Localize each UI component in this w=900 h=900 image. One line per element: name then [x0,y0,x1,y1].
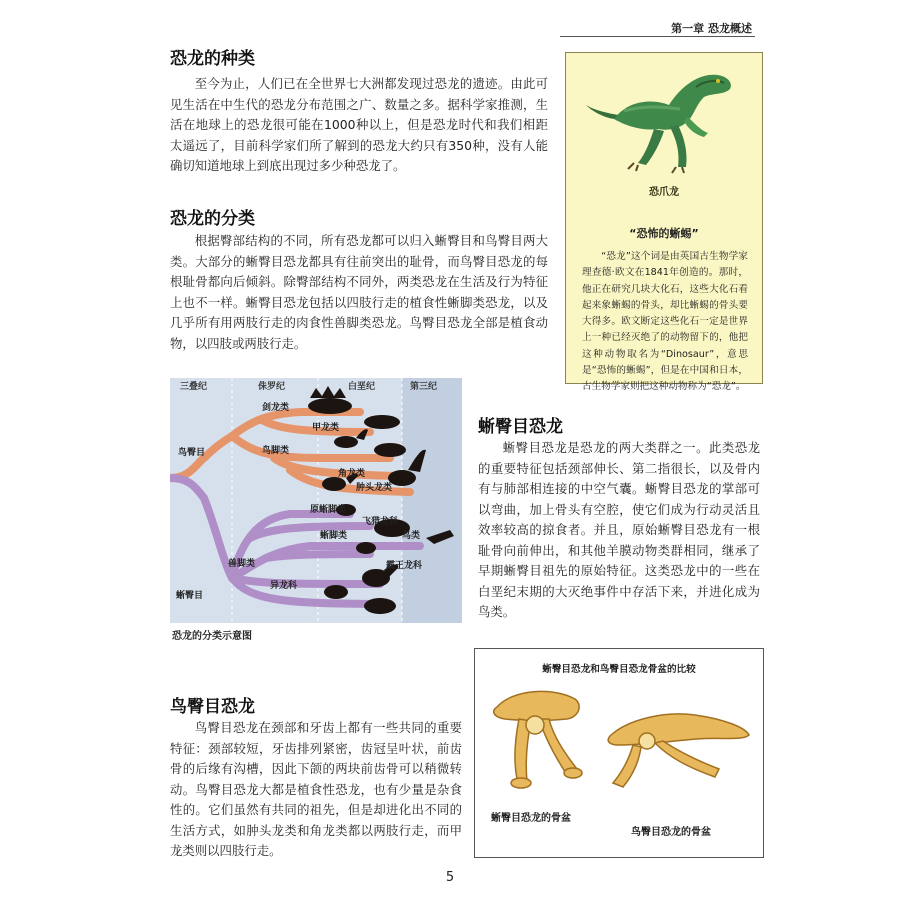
ornithischian-pelvis-label: 鸟臀目恐龙的骨盆 [631,827,711,838]
deinonychus-illustration [584,59,744,183]
pelvis-figure-title: 蜥臀目恐龙和鸟臀目恐龙骨盆的比较 [542,664,696,675]
pelvis-illustration [483,679,755,799]
page-number: 5 [445,870,455,885]
sidebar-title: “恐怖的蜥蜴” [629,227,699,240]
sidebar-box [565,52,763,393]
era-triassic: 三叠纪 [180,382,208,392]
label-ornithopods: 鸟脚类 [262,446,290,456]
label-ornithischia: 鸟臀目 [178,448,206,458]
pelvis-comparison-figure [474,648,764,858]
label-tyrannosaurs: 霸王龙科 [386,561,423,571]
tree-caption: 恐龙的分类示意图 [172,631,252,642]
saurischian-pelvis-label: 蜥臀目恐龙的骨盆 [491,813,571,824]
section-title-types: 恐龙的种类 [170,49,255,69]
sidebar-text: “恐龙”这个词是由英国古生物学家理查德·欧文在1841年创造的。那时，他正在研究几块大化石，这些大化石看起来象蜥蜴的骨头，却比蜥蜴的骨头要大得多。欧文断定这些化石一定是世界上一种已经灭绝了的动物留下的，他把这种动物取名为“Dinosaur”，意思是“恐怖的蜥蜴”，但是在中国和日本，古生物学家则把这种动物称为“恐龙”。 [582,251,748,393]
dino-label: 恐爪龙 [649,187,679,198]
section-title-ornithischia: 鸟臀目恐龙 [170,697,255,717]
label-stegosaurs: 剑龙类 [262,403,290,413]
label-ankylosaurs: 甲龙类 [312,423,340,433]
era-cretaceous: 白垩纪 [348,382,376,392]
label-saurischia: 蜥臀目 [176,591,204,601]
label-prosauropods: 原蜥脚类 [310,505,347,515]
section-body-types: 至今为止，人们已在全世界七大洲都发现过恐龙的遗迹。由此可见生活在中生代的恐龙分布范围之广、数量之多。据科学家推测，生活在地球上的恐龙很可能在1000种以上，但是恐龙时代和我们相距太遥远了，目前科学家们所了解到的恐龙大约只有350种，没有人能确切知道地球上到底出现过多少种恐龙了。 [170,76,548,173]
label-dromaeosaurs: 飞猎龙科 [362,517,399,527]
classification-tree-figure [170,378,462,623]
section-body-saurischia: 蜥臀目恐龙是恐龙的两大类群之一。此类恐龙的重要特征包括颈部伸长、第二指很长，以及骨内有与肺部相连接的中空气囊。蜥臀目恐龙的掌部可以弯曲，加上骨头有空腔，使它们成为行动灵活且效率较高的掠食者。并且，原始蜥臀目恐龙有一根耻骨向前伸出，和其他羊膜动物类群相同，继承了早期蜥臀目祖先的原始特征。这类恐龙中的一些在白垩纪末期的大灭绝事件中存活下来，并进化成为鸟类。 [478,440,760,619]
chapter-header: 第一章 恐龙概述 [671,22,752,35]
section-body-ornithischia: 鸟臀目恐龙在颈部和牙齿上都有一些共同的重要特征：颈部较短，牙齿排列紧密，齿冠呈叶状，前齿骨的后缘有沟槽，因此下颌的两块前齿骨可以稍微转动。鸟臀目恐龙大都是植食性恐龙，也有少量是杂食性的。它们虽然有共同的祖先，但是却进化出不同的生活方式，如肿头龙类和角龙类都以两肢行走，而甲龙类则以四肢行走。 [170,720,462,858]
section-body-classification: 根据臀部结构的不同，所有恐龙都可以归入蜥臀目和鸟臀目两大类。大部分的蜥臀目恐龙都具有往前突出的耻骨，而鸟臀目恐龙的每根耻骨都向后倾斜。除臀部结构不同外，两类恐龙在生活及行为特征上也不一样。蜥臀目恐龙包括以四肢行走的植食性蜥脚类恐龙，以及几乎所有用两肢行走的肉食性兽脚类恐龙。鸟臀目恐龙全部是植食动物，以四肢或两肢行走。 [170,233,548,351]
classification-tree [170,378,462,623]
label-pachycephalosaurs: 肿头龙类 [356,483,393,493]
saurischian-pelvis-bones [494,691,582,788]
label-allosaurs: 异龙科 [270,581,298,591]
section-title-classification: 恐龙的分类 [170,209,255,229]
label-sauropods: 蜥脚类 [320,531,348,541]
label-ceratopsians: 角龙类 [338,469,366,479]
section-title-saurischia: 蜥臀目恐龙 [478,417,563,437]
header-rule [560,36,755,37]
label-theropods: 兽脚类 [228,559,256,569]
label-birds: 鸟类 [402,531,421,541]
era-tertiary: 第三纪 [410,382,438,392]
ornithischian-pelvis-bones [608,714,749,787]
era-jurassic: 侏罗纪 [258,382,286,392]
